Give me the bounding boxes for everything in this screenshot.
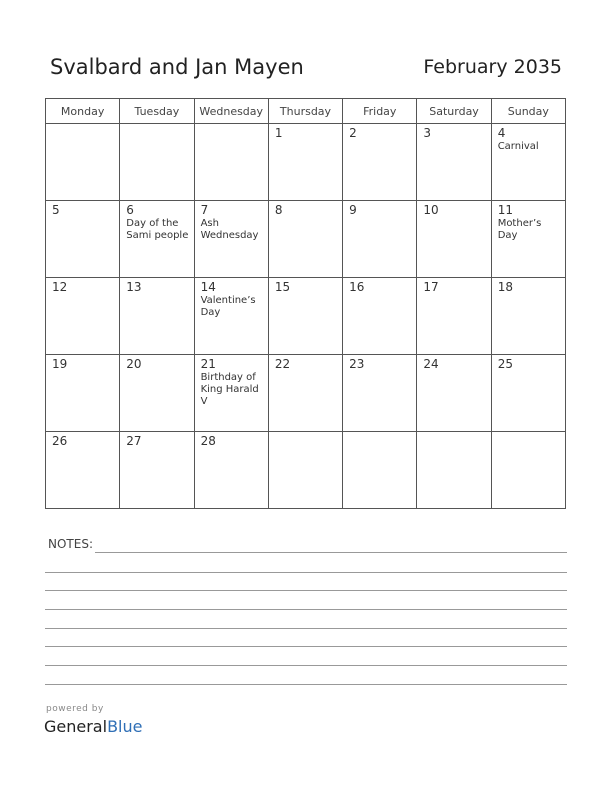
calendar-day-cell xyxy=(46,432,120,509)
calendar-day-cell xyxy=(46,201,120,278)
day-number: 3 xyxy=(423,126,432,140)
brand-blue-text: Blue xyxy=(107,717,143,736)
weekday-header-row xyxy=(46,99,566,124)
calendar-month-title: February 2035 xyxy=(423,56,562,78)
day-number: 5 xyxy=(52,203,60,217)
notes-line xyxy=(95,552,567,553)
day-number: 8 xyxy=(274,203,283,217)
holiday-label: Birthday of King Harald V xyxy=(200,372,259,407)
holiday-label: Mother’s Day xyxy=(497,218,542,241)
calendar-week-row xyxy=(46,124,566,201)
calendar-country-title: Svalbard and Jan Mayen xyxy=(50,55,304,79)
day-number: 7 xyxy=(200,203,209,217)
notes-line xyxy=(45,684,567,685)
calendar-day-cell xyxy=(46,124,120,201)
weekday-header: Monday xyxy=(46,99,120,124)
day-number: 26 xyxy=(52,434,68,448)
day-number: 2 xyxy=(349,126,357,140)
weekday-header: Friday xyxy=(343,99,417,124)
calendar-day-cell xyxy=(343,201,417,278)
calendar-day-cell xyxy=(46,278,120,355)
day-number: 11 xyxy=(497,203,513,217)
day-number: 25 xyxy=(497,357,513,371)
day-number: 24 xyxy=(423,357,439,371)
day-number: 17 xyxy=(423,280,439,294)
calendar-week-row xyxy=(46,201,566,278)
calendar-day-cell xyxy=(491,278,565,355)
day-number: 28 xyxy=(200,434,216,448)
calendar-day-cell xyxy=(343,355,417,432)
calendar-day-cell xyxy=(268,124,342,201)
calendar-day-cell xyxy=(194,355,268,432)
calendar-week-row xyxy=(46,432,566,509)
calendar-day-cell xyxy=(120,432,194,509)
day-number: 19 xyxy=(52,357,68,371)
calendar-day-cell xyxy=(417,124,491,201)
weekday-header: Wednesday xyxy=(194,99,268,124)
calendar-day-cell xyxy=(194,432,268,509)
day-number: 4 xyxy=(497,126,506,140)
day-number: 9 xyxy=(349,203,357,217)
notes-line xyxy=(45,609,567,610)
notes-line xyxy=(45,665,567,666)
day-number: 16 xyxy=(349,280,365,294)
holiday-label: Valentine’s Day xyxy=(200,295,256,318)
calendar-day-cell xyxy=(343,278,417,355)
calendar-day-cell xyxy=(268,278,342,355)
calendar-day-cell xyxy=(491,201,565,278)
calendar-day-cell xyxy=(120,355,194,432)
day-number: 10 xyxy=(423,203,439,217)
calendar-week-row xyxy=(46,278,566,355)
weekday-header: Sunday xyxy=(491,99,565,124)
calendar-day-cell xyxy=(417,278,491,355)
calendar-day-cell xyxy=(268,432,342,509)
day-number: 14 xyxy=(200,280,216,294)
day-number: 12 xyxy=(52,280,68,294)
calendar-day-cell xyxy=(491,124,565,201)
calendar-day-cell xyxy=(343,432,417,509)
holiday-label: Day of the Sami people xyxy=(126,218,189,241)
calendar-day-cell xyxy=(417,432,491,509)
calendar-grid xyxy=(45,98,566,509)
calendar-day-cell xyxy=(120,124,194,201)
calendar-day-cell xyxy=(120,201,194,278)
day-number: 15 xyxy=(274,280,291,294)
calendar-day-cell xyxy=(491,355,565,432)
calendar-day-cell xyxy=(194,124,268,201)
day-number: 18 xyxy=(497,280,513,294)
notes-line xyxy=(45,590,567,591)
calendar-day-cell xyxy=(120,278,194,355)
brand-general-text: General xyxy=(44,717,108,736)
calendar-day-cell xyxy=(491,432,565,509)
day-number: 20 xyxy=(126,357,142,371)
day-number: 1 xyxy=(274,126,283,140)
weekday-header: Tuesday xyxy=(120,99,194,124)
holiday-label: Ash Wednesday xyxy=(200,218,259,241)
calendar-day-cell xyxy=(417,201,491,278)
calendar-day-cell xyxy=(194,201,268,278)
calendar-day-cell xyxy=(268,355,342,432)
day-number: 6 xyxy=(126,203,134,217)
notes-line xyxy=(45,646,567,647)
day-number: 27 xyxy=(126,434,142,448)
calendar-day-cell xyxy=(194,278,268,355)
notes-line xyxy=(45,572,567,573)
holiday-label: Carnival xyxy=(497,141,539,152)
day-number: 22 xyxy=(274,357,291,371)
day-number: 21 xyxy=(200,357,216,371)
calendar-day-cell xyxy=(46,355,120,432)
day-number: 13 xyxy=(126,280,142,294)
calendar-week-row xyxy=(46,355,566,432)
weekday-header: Saturday xyxy=(417,99,491,124)
calendar-day-cell xyxy=(417,355,491,432)
generalblue-logo[interactable] xyxy=(44,717,142,736)
notes-line xyxy=(45,628,567,629)
notes-label: NOTES: xyxy=(48,537,93,551)
calendar-day-cell xyxy=(343,124,417,201)
weekday-header: Thursday xyxy=(268,99,342,124)
powered-by-text: powered by xyxy=(46,704,104,714)
calendar-day-cell xyxy=(268,201,342,278)
day-number: 23 xyxy=(349,357,365,371)
